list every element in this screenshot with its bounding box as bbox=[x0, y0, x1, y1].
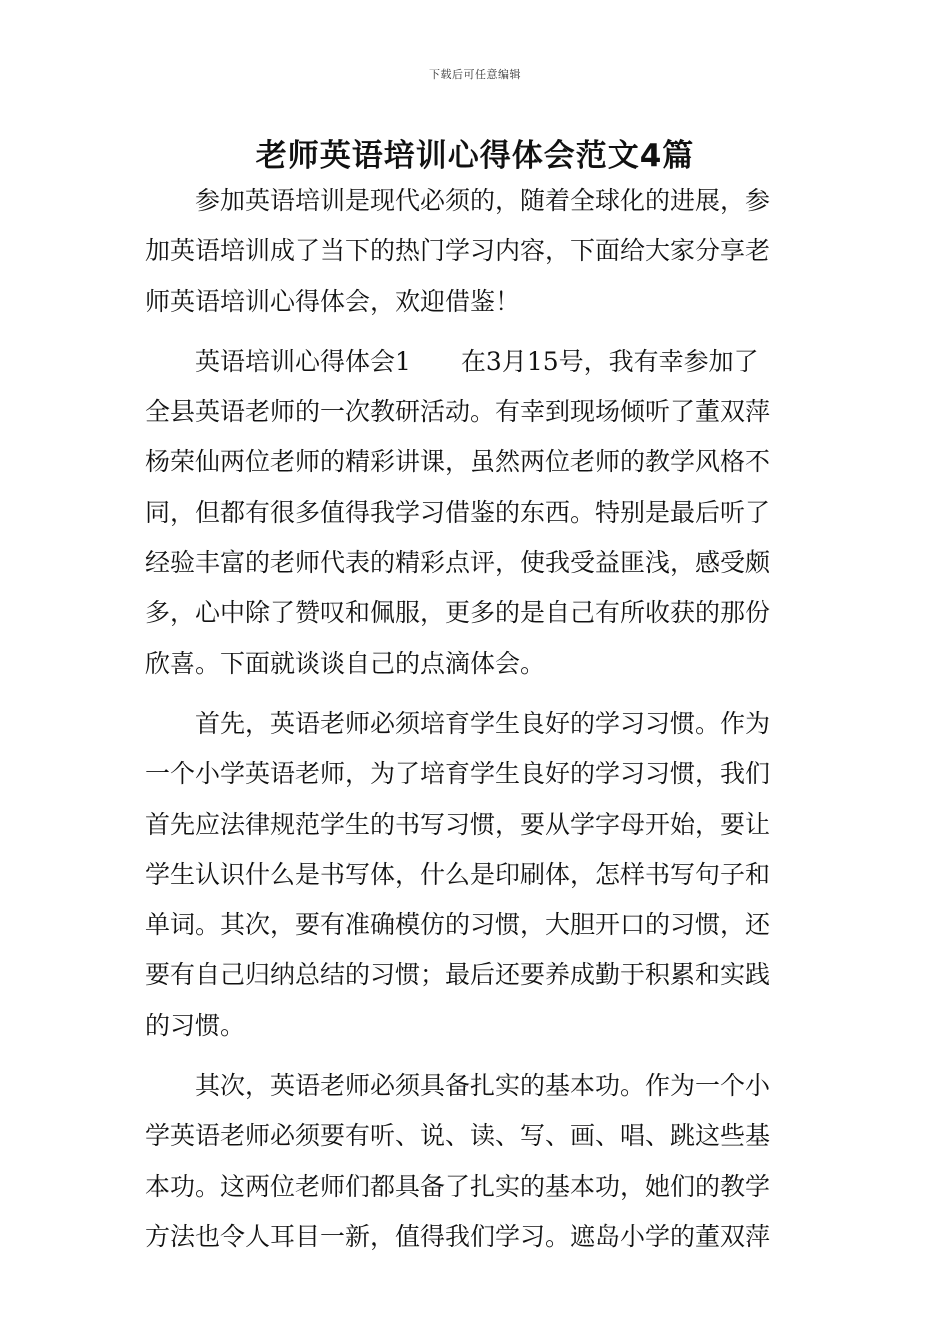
text-line: 杨荣仙两位老师的精彩讲课，虽然两位老师的教学风格不 bbox=[145, 447, 771, 477]
document-body bbox=[145, 176, 807, 1262]
text-line: 方法也令人耳目一新，值得我们学习。遮岛小学的董双萍 bbox=[145, 1221, 771, 1251]
text-line: 参加英语培训是现代必须的，随着全球化的进展，参 bbox=[145, 186, 771, 215]
text-line: 加英语培训成了当下的热门学习内容，下面给大家分享老 bbox=[145, 236, 771, 266]
text-line: 首先应法律规范学生的书写习惯，要从学字母开始，要让 bbox=[145, 809, 771, 839]
text-line: 多，心中除了赞叹和佩服，更多的是自己有所收获的那份 bbox=[145, 598, 771, 628]
text-line: 其次，英语老师必须具备扎实的基本功。作为一个小 bbox=[145, 1071, 771, 1101]
text-line: 同，但都有很多值得我学习借鉴的东西。特别是最后听了 bbox=[145, 497, 771, 527]
paragraph-skills bbox=[145, 1061, 807, 1262]
text-line: 的习惯。 bbox=[145, 1010, 246, 1040]
text-line: 全县英语老师的一次教研活动。有幸到现场倾听了董双萍 bbox=[145, 397, 771, 427]
text-line: 英语培训心得体会1 在3月15号，我有幸参加了 bbox=[145, 346, 759, 376]
paragraph-section-1 bbox=[145, 337, 807, 689]
text-line: 要有自己归纳总结的习惯；最后还要养成勤于积累和实践 bbox=[145, 960, 771, 990]
page-header-note: 下载后可任意编辑 bbox=[429, 68, 521, 81]
text-line: 单词。其次，要有准确模仿的习惯，大胆开口的习惯，还 bbox=[145, 910, 771, 940]
text-line: 首先，英语老师必须培育学生良好的学习习惯。作为 bbox=[145, 708, 771, 738]
text-line: 本功。这两位老师们都具备了扎实的基本功，她们的教学 bbox=[145, 1171, 771, 1201]
text-line: 学英语老师必须要有听、说、读、写、画、唱、跳这些基 bbox=[145, 1121, 771, 1151]
text-line: 学生认识什么是书写体，什么是印刷体，怎样书写句子和 bbox=[145, 859, 771, 889]
text-line: 经验丰富的老师代表的精彩点评，使我受益匪浅，感受颇 bbox=[145, 548, 771, 578]
text-line: 一个小学英语老师，为了培育学生良好的学习习惯，我们 bbox=[145, 759, 771, 789]
text-line: 师英语培训心得体会，欢迎借鉴！ bbox=[145, 286, 521, 316]
text-line: 欣喜。下面就谈谈自己的点滴体会。 bbox=[145, 648, 546, 678]
paragraph-habits bbox=[145, 699, 807, 1051]
document-title: 老师英语培训心得体会范文4篇 bbox=[255, 138, 695, 174]
paragraph-intro bbox=[145, 176, 807, 327]
